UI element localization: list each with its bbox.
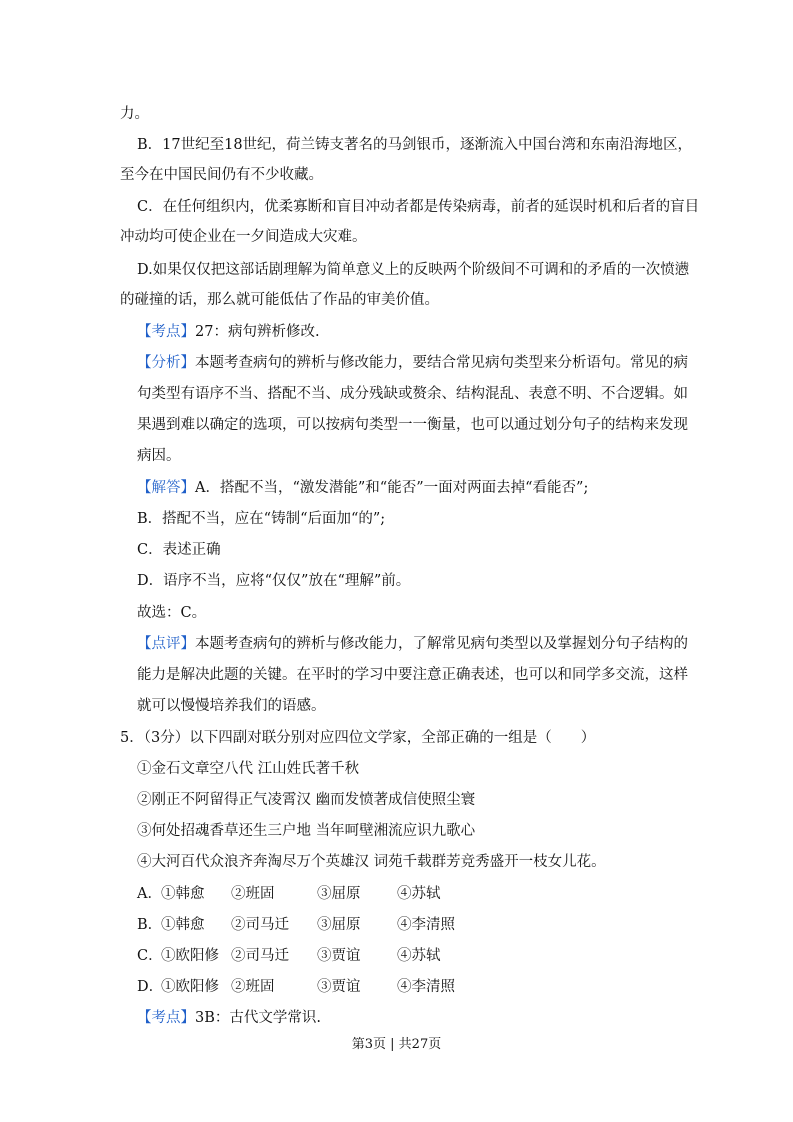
option-d-row [137, 977, 455, 997]
fenxi-text: 本题考查病句的辨析与修改能力，要结合常见病句类型来分析语句。常见的病 [195, 355, 688, 371]
option-item: ③屈原 [317, 886, 361, 902]
page-footer: 第3页 | 共27页 [351, 1037, 442, 1052]
option-item: ②司马迁 [231, 917, 289, 933]
kaodian-section [137, 322, 320, 342]
kaodian-text: 3B：古代文学常识. [195, 1010, 321, 1026]
fenxi-line-4: 病因。 [137, 448, 181, 464]
option-item: ④苏轼 [397, 886, 441, 902]
couplet-3: ③何处招魂香草还生三户地 当年呵壁湘流应识九歌心 [137, 823, 476, 839]
kaodian-tag: 【考点】 [137, 1010, 195, 1026]
couplet-2: ②刚正不阿留得正气凌霄汉 幽而发愤著成信使照尘寰 [137, 792, 476, 808]
kaodian-tag: 【考点】 [137, 324, 195, 340]
option-item: ②司马迁 [231, 948, 289, 964]
dianping-line-2: 能力是解决此题的关键。在平时的学习中要注意正确表述，也可以和同学多交流，这样 [137, 667, 688, 683]
fenxi-line-3: 果遇到难以确定的选项，可以按病句类型一一衡量，也可以通过划分句子的结构来发现 [137, 417, 688, 433]
option-b-line-1: B．17世纪至18世纪，荷兰铸支著名的马剑银币，逐渐流入中国台湾和东南沿海地区， [137, 137, 693, 153]
option-a-row [137, 884, 441, 904]
option-item: ①韩愈 [161, 917, 205, 933]
option-b-line-2: 至今在中国民间仍有不少收藏。 [120, 167, 323, 183]
fenxi-line-2: 句类型有语序不当、搭配不当、成分残缺或赘余、结构混乱、表意不明、不合逻辑。如 [137, 386, 688, 402]
dianping-line-1 [137, 634, 688, 654]
jieda-b: B．搭配不当，应在“铸制“后面加“的”; [137, 511, 386, 527]
option-letter: D． [137, 979, 164, 995]
option-b-row [137, 915, 455, 935]
jieda-a: A．搭配不当，“激发潜能”和“能否”一面对两面去掉“看能否”; [195, 480, 589, 496]
option-c-line-2: 冲动均可使企业在一夕间造成大灾难。 [120, 229, 367, 245]
option-c-row [137, 946, 441, 966]
kaodian-text: 27：病句辨析修改. [195, 324, 320, 340]
option-letter: A． [137, 886, 162, 902]
dianping-line-3: 就可以慢慢培养我们的语感。 [137, 698, 326, 714]
option-d-line-1: D.如果仅仅把这部话剧理解为简单意义上的反映两个阶级间不可调和的矛盾的一次愤懑 [137, 262, 690, 278]
jieda-section [137, 478, 588, 498]
option-item: ②班固 [231, 979, 275, 995]
jieda-d: D．语序不当，应将“仅仅”放在“理解”前。 [137, 573, 411, 589]
option-letter: B． [137, 917, 163, 933]
q5-kaodian-section [137, 1008, 321, 1028]
fenxi-tag: 【分析】 [137, 355, 195, 371]
option-item: ②班固 [231, 886, 275, 902]
dianping-tag: 【点评】 [137, 636, 195, 652]
option-item: ④李清照 [397, 917, 455, 933]
fenxi-line-1 [137, 353, 688, 373]
question-5-stem: 5．（3分）以下四副对联分别对应四位文学家，全部正确的一组是（ ） [120, 730, 596, 746]
option-letter: C． [137, 948, 163, 964]
option-item: ④苏轼 [397, 948, 441, 964]
answer-choice: 故选：C。 [137, 605, 207, 621]
option-d-line-2: 的碰撞的话，那么就可能低估了作品的审美价值。 [120, 292, 439, 308]
option-item: ①韩愈 [161, 886, 205, 902]
dianping-text: 本题考查病句的辨析与修改能力，了解常见病句类型以及掌握划分句子结构的 [195, 636, 688, 652]
paragraph-text: 力。 [120, 106, 149, 122]
option-item: ③贾谊 [317, 979, 361, 995]
jieda-c: C．表述正确 [137, 542, 221, 558]
option-item: ③贾谊 [317, 948, 361, 964]
option-c-line-1: C．在任何组织内，优柔寡断和盲目冲动者都是传染病毒，前者的延误时机和后者的盲目 [137, 199, 700, 215]
option-item: ③屈原 [317, 917, 361, 933]
jieda-tag: 【解答】 [137, 480, 195, 496]
option-item: ①欧阳修 [161, 979, 219, 995]
option-item: ①欧阳修 [161, 948, 219, 964]
couplet-1: ①金石文章空八代 江山姓氏著千秋 [137, 761, 360, 777]
option-item: ④李清照 [397, 979, 455, 995]
couplet-4: ④大河百代众浪齐奔淘尽万个英雄汉 词苑千载群芳竞秀盛开一枝女儿花。 [137, 854, 606, 870]
